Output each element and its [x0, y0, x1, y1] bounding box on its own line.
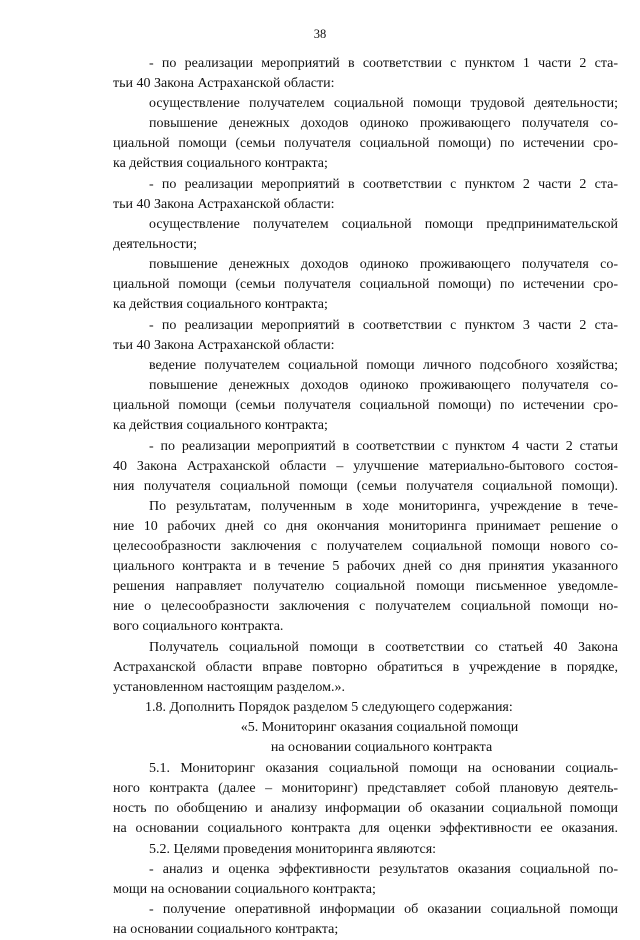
text-line: 5.2. Целями проведения мониторинга являются:: [149, 842, 437, 857]
text-line: ние о целесообразности заключения с получателем социальной помощи но-: [113, 599, 618, 614]
text-line: - по реализации мероприятий в соответствии с пунктом 1 части 2 ста-: [149, 56, 618, 71]
text-line: тьи 40 Закона Астраханской области:: [113, 76, 335, 91]
text-line: циальной помощи (семьи получателя социальной помощи) по истечении сро-: [113, 136, 618, 151]
text-line: осуществление получателем социальной помощи предпринимательской: [149, 217, 618, 232]
text-line: вого социального контракта.: [113, 619, 284, 634]
text-line: ния получателя социальной помощи (семьи получателя социальной помощи).: [113, 479, 618, 494]
text-line: ка действия социального контракта;: [113, 418, 328, 433]
text-line: повышение денежных доходов одиноко проживающего получателя со-: [149, 378, 618, 393]
text-line: осуществление получателем социальной помощи трудовой деятельности;: [149, 96, 618, 111]
page-number: 38: [313, 27, 327, 41]
text-line: целесообразности заключения с получателем социальной помощи нового со-: [113, 539, 618, 554]
text-line: ка действия социального контракта;: [113, 297, 328, 312]
section-heading: «5. Мониторинг оказания социальной помощи: [240, 720, 519, 735]
text-line: - по реализации мероприятий в соответствии с пунктом 2 части 2 ста-: [149, 177, 618, 192]
text-line: Астраханской области вправе повторно обратиться в учреждение в порядке,: [113, 660, 618, 675]
text-line: - анализ и оценка эффективности результатов оказания социальной по-: [149, 862, 618, 877]
text-line: ние 10 рабочих дней со дня окончания мониторинга принимает решение о: [113, 519, 618, 534]
text-line: тьи 40 Закона Астраханской области:: [113, 338, 335, 353]
section-heading: на основании социального контракта: [270, 740, 493, 755]
text-line: деятельности;: [113, 237, 198, 252]
text-line: - по реализации мероприятий в соответствии с пунктом 4 части 2 статьи: [149, 439, 618, 454]
text-line: тьи 40 Закона Астраханской области:: [113, 197, 335, 212]
text-line: Получатель социальной помощи в соответствии со статьей 40 Закона: [149, 640, 618, 655]
text-line: ного контракта (далее – мониторинг) представляет собой плановую деятель-: [113, 781, 618, 796]
text-line: ность по обобщению и анализу информации об оказании социальной помощи: [113, 801, 618, 816]
text-line: 1.8. Дополнить Порядок разделом 5 следующего содержания:: [145, 700, 513, 715]
text-line: ка действия социального контракта;: [113, 156, 328, 171]
text-line: на основании социального контракта для оценки эффективности ее оказания.: [113, 821, 618, 836]
text-line: По результатам, полученным в ходе мониторинга, учреждение в тече-: [149, 499, 618, 514]
text-line: повышение денежных доходов одиноко проживающего получателя со-: [149, 257, 618, 272]
text-line: - по реализации мероприятий в соответствии с пунктом 3 части 2 ста-: [149, 318, 618, 333]
text-line: - получение оперативной информации об оказании социальной помощи: [149, 902, 618, 917]
text-line: циальной помощи (семьи получателя социальной помощи) по истечении сро-: [113, 398, 618, 413]
text-line: решения направляет получателю социальной помощи письменное уведомле-: [113, 579, 618, 594]
text-line: 5.1. Мониторинг оказания социальной помощи на основании социаль-: [149, 761, 618, 776]
text-line: установленном настоящим разделом.».: [113, 680, 345, 695]
text-line: на основании социального контракта;: [113, 922, 339, 937]
text-line: циального контракта и в течение 5 рабочих дней со дня принятия указанного: [113, 559, 618, 574]
text-line: мощи на основании социального контракта;: [113, 882, 376, 897]
text-line: ведение получателем социальной помощи личного подсобного хозяйства;: [149, 358, 618, 373]
text-line: 40 Закона Астраханской области – улучшение материально-бытового состоя-: [113, 459, 618, 474]
text-line: повышение денежных доходов одиноко проживающего получателя со-: [149, 116, 618, 131]
text-line: циальной помощи (семьи получателя социальной помощи) по истечении сро-: [113, 277, 618, 292]
